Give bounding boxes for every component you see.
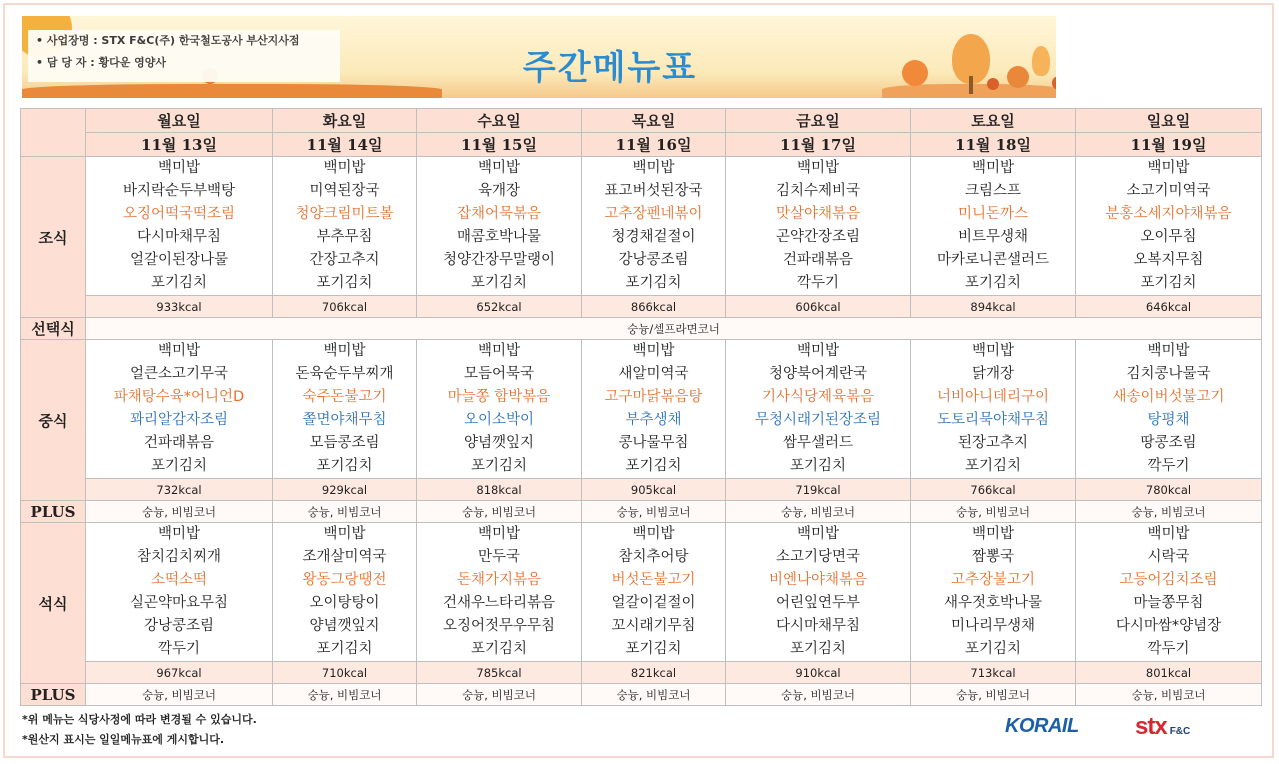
menu-item: 포기김치 bbox=[625, 641, 682, 657]
menu-item: 청양북어계란국 bbox=[768, 366, 868, 382]
menu-item: 백미밥 bbox=[157, 526, 201, 542]
menu-item: 돈육순두부찌개 bbox=[295, 366, 394, 382]
calorie-value: 706kcal bbox=[273, 296, 417, 318]
menu-item: 모듬어묵국 bbox=[463, 366, 535, 382]
page-title: 주간메뉴표 bbox=[522, 48, 698, 88]
menu-item: 맛살야채볶음 bbox=[775, 206, 861, 222]
menu-item: 청양간장무말랭이 bbox=[442, 252, 556, 268]
menu-item: 포기김치 bbox=[470, 458, 528, 474]
menu-item: 왕동그랑땡전 bbox=[302, 572, 387, 588]
breakfast-day-menu bbox=[582, 157, 726, 296]
menu-item: 청경채겉절이 bbox=[611, 229, 696, 245]
menu-item: 돈채가지볶음 bbox=[456, 572, 542, 588]
menu-item: 새송이버섯불고기 bbox=[1112, 389, 1225, 405]
menu-item: 도토리묵야채무침 bbox=[936, 412, 1050, 428]
menu-item: 백미밥 bbox=[971, 526, 1015, 542]
menu-item: 얼갈이겉절이 bbox=[611, 595, 696, 611]
menu-item: 고등어김치조림 bbox=[1119, 572, 1218, 588]
menu-item: 짬뽕국 bbox=[971, 549, 1015, 565]
plus-corner-text: 숭늉, 비빔코너 bbox=[582, 501, 726, 523]
menu-item: 시락국 bbox=[1147, 549, 1190, 565]
dinner-day-menu bbox=[273, 523, 417, 662]
lunch-day-menu bbox=[273, 340, 417, 479]
day-date: 11월 17일 bbox=[726, 133, 911, 157]
dinner-plus-row bbox=[21, 684, 1262, 706]
day-name-row bbox=[21, 109, 1262, 133]
calorie-value: 866kcal bbox=[582, 296, 726, 318]
menu-item: 오이탕탕이 bbox=[309, 595, 380, 611]
lunch-plus-row bbox=[21, 501, 1262, 523]
menu-item: 백미밥 bbox=[157, 160, 201, 176]
calorie-value: 732kcal bbox=[86, 479, 273, 501]
menu-item: 백미밥 bbox=[477, 526, 521, 542]
menu-item: 잡채어묵볶음 bbox=[456, 206, 542, 222]
menu-item: 바지락순두부백탕 bbox=[122, 183, 236, 199]
tree-decoration bbox=[902, 60, 928, 86]
menu-item: 닭개장 bbox=[971, 366, 1015, 382]
breakfast-day-menu bbox=[1076, 157, 1262, 296]
menu-item: 다시마채무침 bbox=[136, 229, 222, 245]
menu-item: 소고기미역국 bbox=[1126, 183, 1211, 199]
menu-item: 오징어떡국떡조림 bbox=[122, 206, 236, 222]
day-name: 일요일 bbox=[1076, 109, 1262, 133]
menu-item: 오징어젓무우무침 bbox=[442, 618, 556, 634]
menu-item: 백미밥 bbox=[323, 160, 366, 176]
menu-item: 백미밥 bbox=[632, 526, 675, 542]
stx-logo-text: stx bbox=[1135, 713, 1167, 740]
note-origin: *원산지 표시는 일일메뉴표에 게시합니다. bbox=[22, 733, 225, 746]
menu-item: 백미밥 bbox=[971, 160, 1015, 176]
menu-item: 마늘쫑무침 bbox=[1133, 595, 1204, 611]
lunch-label: 중식 bbox=[21, 340, 86, 501]
breakfast-day-menu bbox=[86, 157, 273, 296]
day-date: 11월 16일 bbox=[582, 133, 726, 157]
plus-corner-text: 숭늉, 비빔코너 bbox=[86, 501, 273, 523]
menu-item: 포기김치 bbox=[789, 458, 847, 474]
dinner-kcal-row bbox=[21, 662, 1262, 684]
menu-item: 표고버섯된장국 bbox=[604, 183, 703, 199]
plus-corner-text: 숭늉, 비빔코너 bbox=[1076, 684, 1262, 706]
hill-decoration bbox=[22, 84, 442, 98]
menu-item: 포기김치 bbox=[316, 641, 373, 657]
menu-item: 다시마쌈*양념장 bbox=[1115, 618, 1222, 634]
menu-item: 콩나물무침 bbox=[618, 435, 689, 451]
day-date: 11월 19일 bbox=[1076, 133, 1262, 157]
menu-item: 포기김치 bbox=[1140, 275, 1197, 291]
plus-corner-text: 숭늉, 비빔코너 bbox=[1076, 501, 1262, 523]
menu-item: 비트무생채 bbox=[957, 229, 1029, 245]
lunch-day-menu bbox=[1076, 340, 1262, 479]
day-name: 금요일 bbox=[726, 109, 911, 133]
menu-item: 기사식당제육볶음 bbox=[761, 389, 875, 405]
plus-corner-text: 숭늉, 비빔코너 bbox=[582, 684, 726, 706]
calorie-value: 821kcal bbox=[582, 662, 726, 684]
menu-item: 분홍소세지야채볶음 bbox=[1105, 206, 1232, 222]
menu-item: 고추장펜네볶이 bbox=[604, 206, 703, 222]
menu-item: 땅콩조림 bbox=[1140, 435, 1197, 451]
menu-item: 탕평채 bbox=[1147, 412, 1190, 428]
menu-item: 간장고추지 bbox=[309, 252, 380, 268]
menu-item: 버섯돈불고기 bbox=[611, 572, 696, 588]
calorie-value: 785kcal bbox=[417, 662, 582, 684]
site-name: • 사업장명 : STX F&C(주) 한국철도공사 부산지사점 bbox=[36, 34, 300, 47]
breakfast-items-row bbox=[21, 157, 1262, 296]
menu-item: 조개살미역국 bbox=[302, 549, 387, 565]
menu-item: 백미밥 bbox=[1147, 526, 1190, 542]
menu-item: 포기김치 bbox=[625, 458, 682, 474]
lunch-day-menu bbox=[417, 340, 582, 479]
menu-item: 백미밥 bbox=[1147, 160, 1190, 176]
menu-item: 쫄면야채무침 bbox=[302, 412, 387, 428]
menu-item: 포기김치 bbox=[316, 275, 373, 291]
menu-item: 포기김치 bbox=[789, 641, 847, 657]
menu-item: 너비아니데리구이 bbox=[936, 389, 1050, 405]
menu-item: 미니돈까스 bbox=[957, 206, 1029, 222]
menu-item: 포기김치 bbox=[470, 275, 528, 291]
day-name: 토요일 bbox=[911, 109, 1076, 133]
menu-item: 백미밥 bbox=[157, 343, 201, 359]
calorie-value: 719kcal bbox=[726, 479, 911, 501]
menu-item: 만두국 bbox=[477, 549, 521, 565]
day-date: 11월 14일 bbox=[273, 133, 417, 157]
menu-item: 강낭콩조림 bbox=[618, 252, 689, 268]
optional-text: 숭늉/셀프라면코너 bbox=[86, 318, 1262, 340]
menu-item: 소떡소떡 bbox=[150, 572, 208, 588]
menu-item: 된장고추지 bbox=[957, 435, 1029, 451]
note-change: *위 메뉴는 식당사정에 따라 변경될 수 있습니다. bbox=[22, 713, 257, 726]
menu-item: 어린잎연두부 bbox=[775, 595, 861, 611]
lunch-day-menu bbox=[582, 340, 726, 479]
day-name: 수요일 bbox=[417, 109, 582, 133]
menu-item: 마카로니콘샐러드 bbox=[936, 252, 1050, 268]
lunch-day-menu bbox=[86, 340, 273, 479]
breakfast-day-menu bbox=[911, 157, 1076, 296]
menu-item: 미역된장국 bbox=[309, 183, 380, 199]
menu-item: 포기김치 bbox=[964, 458, 1022, 474]
menu-item: 매콤호박나물 bbox=[456, 229, 542, 245]
menu-item: 백미밥 bbox=[796, 343, 840, 359]
dinner-items-row bbox=[21, 523, 1262, 662]
menu-item: 꼬시래기무침 bbox=[611, 618, 696, 634]
header-corner bbox=[21, 109, 86, 157]
menu-item: 무청시래기된장조림 bbox=[754, 412, 882, 428]
calorie-value: 933kcal bbox=[86, 296, 273, 318]
menu-item: 강낭콩조림 bbox=[143, 618, 215, 634]
breakfast-day-menu bbox=[273, 157, 417, 296]
calorie-value: 710kcal bbox=[273, 662, 417, 684]
lunch-day-menu bbox=[911, 340, 1076, 479]
dinner-day-menu bbox=[911, 523, 1076, 662]
menu-item: 백미밥 bbox=[632, 160, 675, 176]
menu-item: 오복지무침 bbox=[1133, 252, 1204, 268]
menu-item: 곤약간장조림 bbox=[775, 229, 861, 245]
calorie-value: 818kcal bbox=[417, 479, 582, 501]
menu-item: 참치추어탕 bbox=[618, 549, 689, 565]
footer-notes bbox=[22, 710, 257, 750]
lunch-plus-label: PLUS bbox=[21, 501, 86, 523]
calorie-value: 910kcal bbox=[726, 662, 911, 684]
menu-item: 포기김치 bbox=[964, 641, 1022, 657]
menu-item: 백미밥 bbox=[323, 343, 366, 359]
day-date: 11월 15일 bbox=[417, 133, 582, 157]
plus-corner-text: 숭늉, 비빔코너 bbox=[86, 684, 273, 706]
breakfast-day-menu bbox=[726, 157, 911, 296]
menu-item: 포기김치 bbox=[150, 275, 208, 291]
menu-item: 얼갈이된장나물 bbox=[129, 252, 229, 268]
menu-item: 파채탕수육*어니언D bbox=[113, 389, 245, 405]
day-date: 11월 18일 bbox=[911, 133, 1076, 157]
menu-item: 모듬콩조림 bbox=[309, 435, 380, 451]
dinner-label: 석식 bbox=[21, 523, 86, 684]
menu-item: 깍두기 bbox=[1147, 641, 1190, 657]
menu-item: 다시마채무침 bbox=[775, 618, 861, 634]
menu-item: 백미밥 bbox=[796, 160, 840, 176]
menu-item: 포기김치 bbox=[964, 275, 1022, 291]
plus-corner-text: 숭늉, 비빔코너 bbox=[726, 684, 911, 706]
menu-item: 김치수제비국 bbox=[775, 183, 861, 199]
breakfast-day-menu bbox=[417, 157, 582, 296]
menu-item: 김치콩나물국 bbox=[1126, 366, 1211, 382]
optional-label: 선택식 bbox=[21, 318, 86, 340]
day-name: 월요일 bbox=[86, 109, 273, 133]
menu-item: 고추장불고기 bbox=[950, 572, 1036, 588]
menu-item: 부추생채 bbox=[625, 412, 682, 428]
breakfast-label: 조식 bbox=[21, 157, 86, 318]
menu-item: 쌈무샐러드 bbox=[782, 435, 854, 451]
manager-name: • 담 당 자 : 황다운 영양사 bbox=[36, 56, 167, 69]
menu-item: 포기김치 bbox=[470, 641, 528, 657]
tree-decoration bbox=[1007, 66, 1029, 88]
menu-item: 백미밥 bbox=[477, 343, 521, 359]
dinner-day-menu bbox=[582, 523, 726, 662]
calorie-value: 780kcal bbox=[1076, 479, 1262, 501]
menu-item: 깍두기 bbox=[1147, 458, 1190, 474]
dinner-day-menu bbox=[726, 523, 911, 662]
menu-item: 포기김치 bbox=[316, 458, 373, 474]
lunch-kcal-row bbox=[21, 479, 1262, 501]
menu-item: 깍두기 bbox=[796, 275, 840, 291]
pumpkin-decoration bbox=[987, 78, 999, 90]
tree-trunk-decoration bbox=[969, 76, 973, 94]
plus-corner-text: 숭늉, 비빔코너 bbox=[273, 501, 417, 523]
weekly-menu-table bbox=[20, 108, 1262, 706]
plus-corner-text: 숭늉, 비빔코너 bbox=[726, 501, 911, 523]
dinner-plus-label: PLUS bbox=[21, 684, 86, 706]
menu-item: 오이소박이 bbox=[463, 412, 535, 428]
menu-item: 육개장 bbox=[477, 183, 521, 199]
menu-item: 비엔나야채볶음 bbox=[768, 572, 868, 588]
dinner-day-menu bbox=[86, 523, 273, 662]
menu-item: 양념깻잎지 bbox=[309, 618, 380, 634]
menu-item: 양념깻잎지 bbox=[463, 435, 535, 451]
day-name: 목요일 bbox=[582, 109, 726, 133]
day-date-row bbox=[21, 133, 1262, 157]
menu-item: 건새우느타리볶음 bbox=[442, 595, 556, 611]
menu-item: 깍두기 bbox=[157, 641, 201, 657]
day-date: 11월 13일 bbox=[86, 133, 273, 157]
tree-decoration bbox=[1032, 46, 1050, 76]
menu-item: 백미밥 bbox=[796, 526, 840, 542]
calorie-value: 766kcal bbox=[911, 479, 1076, 501]
menu-item: 숙주돈불고기 bbox=[302, 389, 387, 405]
menu-item: 미나리무생채 bbox=[950, 618, 1036, 634]
menu-item: 고구마닭볶음탕 bbox=[604, 389, 703, 405]
plus-corner-text: 숭늉, 비빔코너 bbox=[417, 684, 582, 706]
menu-item: 백미밥 bbox=[477, 160, 521, 176]
menu-item: 꽈리알감자조림 bbox=[129, 412, 229, 428]
dinner-day-menu bbox=[1076, 523, 1262, 662]
info-box bbox=[28, 30, 340, 82]
plus-corner-text: 숭늉, 비빔코너 bbox=[911, 684, 1076, 706]
menu-item: 건파래볶음 bbox=[782, 252, 854, 268]
menu-item: 크림스프 bbox=[964, 183, 1022, 199]
menu-item: 새우젓호박나물 bbox=[943, 595, 1043, 611]
menu-item: 새알미역국 bbox=[618, 366, 689, 382]
lunch-day-menu bbox=[726, 340, 911, 479]
menu-item: 마늘쫑 함박볶음 bbox=[447, 389, 551, 405]
calorie-value: 894kcal bbox=[911, 296, 1076, 318]
calorie-value: 652kcal bbox=[417, 296, 582, 318]
menu-item: 포기김치 bbox=[625, 275, 682, 291]
menu-item: 오이무침 bbox=[1140, 229, 1197, 245]
menu-item: 건파래볶음 bbox=[143, 435, 215, 451]
dinner-day-menu bbox=[417, 523, 582, 662]
menu-item: 소고기당면국 bbox=[775, 549, 861, 565]
stx-logo-sub: F&C bbox=[1169, 726, 1191, 737]
menu-item: 부추무침 bbox=[316, 229, 373, 245]
calorie-value: 713kcal bbox=[911, 662, 1076, 684]
calorie-value: 646kcal bbox=[1076, 296, 1262, 318]
breakfast-kcal-row bbox=[21, 296, 1262, 318]
stx-logo bbox=[1135, 713, 1190, 741]
calorie-value: 801kcal bbox=[1076, 662, 1262, 684]
calorie-value: 967kcal bbox=[86, 662, 273, 684]
menu-item: 실곤약마요무침 bbox=[129, 595, 229, 611]
menu-item: 얼큰소고기무국 bbox=[129, 366, 229, 382]
korail-logo: KORAIL bbox=[1005, 715, 1079, 737]
plus-corner-text: 숭늉, 비빔코너 bbox=[417, 501, 582, 523]
menu-item: 청양크림미트볼 bbox=[295, 206, 394, 222]
day-name: 화요일 bbox=[273, 109, 417, 133]
plus-corner-text: 숭늉, 비빔코너 bbox=[911, 501, 1076, 523]
menu-item: 백미밥 bbox=[323, 526, 366, 542]
plus-corner-text: 숭늉, 비빔코너 bbox=[273, 684, 417, 706]
menu-item: 참치김치찌개 bbox=[136, 549, 222, 565]
calorie-value: 905kcal bbox=[582, 479, 726, 501]
optional-row bbox=[21, 318, 1262, 340]
menu-item: 포기김치 bbox=[150, 458, 208, 474]
lunch-items-row bbox=[21, 340, 1262, 479]
calorie-value: 929kcal bbox=[273, 479, 417, 501]
menu-item: 백미밥 bbox=[1147, 343, 1190, 359]
menu-item: 백미밥 bbox=[632, 343, 675, 359]
calorie-value: 606kcal bbox=[726, 296, 911, 318]
menu-item: 백미밥 bbox=[971, 343, 1015, 359]
